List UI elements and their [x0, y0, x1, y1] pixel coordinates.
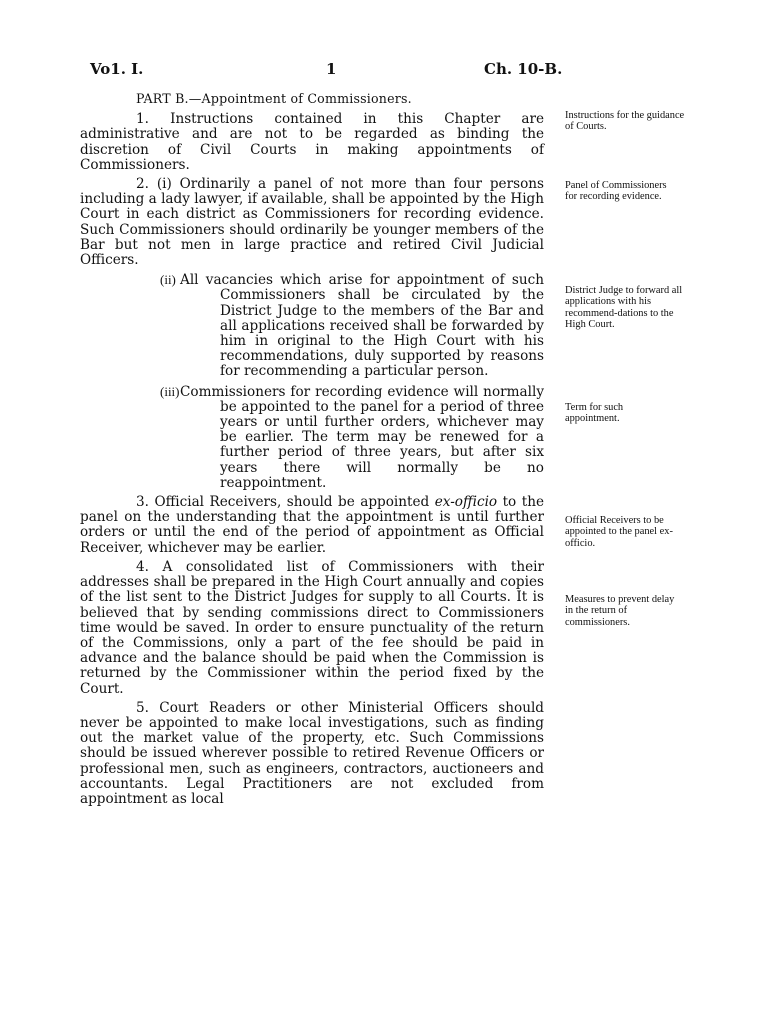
margin-note-measures: Measures to prevent delay in the return of commissioners. — [565, 594, 675, 628]
margin-note-district-judge: District Judge to forward all applications with his recommend-dations to the High Court. — [565, 285, 683, 331]
ex-officio-term: ex-officio — [434, 494, 498, 511]
part-title: PART B.—Appointment of Commissioners. — [136, 91, 412, 106]
clause-iii-text: Commissioners for recording evidence will normally be appointed to the panel for a period of three years or until further orders, whichever may be earlier. The term may be renewed for a further period of three years, but after six years there will normally be no reappointment. — [180, 383, 544, 491]
paragraph-1: 1. Instructions contained in this Chapter are administrative and are not to be regarded as binding the discretion of Civil Courts in making appointments of Commissioners. — [80, 111, 544, 173]
volume-label: Vo1. I. — [90, 60, 144, 78]
margin-note-official-receivers: Official Receivers to be appointed to the panel ex-officio. — [565, 515, 673, 549]
paragraph-3 — [80, 495, 544, 556]
margin-note-term: Term for such appointment. — [565, 402, 624, 425]
clause-ii-text: All vacancies which arise for appointment of such Commissioners shall be circulated by the District Judge to the members of the Bar and all applications received shall be forwarded by him in original to the High Court with his recommendations, duly supported by reasons for recommending a particular person. — [180, 272, 544, 380]
page-number: 1 — [326, 60, 337, 78]
page-header — [0, 60, 768, 84]
chapter-label: Ch. 10-B. — [484, 60, 563, 78]
margin-note-instructions: Instructions for the guidance of Courts. — [565, 110, 685, 133]
paragraph-5: 5. Court Readers or other Ministerial Officers should never be appointed to make local investigations, such as finding out the market value of the property, etc. Such Commissions should be issued wherever possible to retired Revenue Officers or professional men, such as engineers, contractors, auctioneers and accountants. Legal Practitioners are not excluded from appointment as local — [80, 699, 544, 807]
margin-note-panel: Panel of Commissioners for recording evidence. — [565, 180, 667, 203]
paragraph-2-ii: (ii) All vacancies which arise for appointment of such Commissioners shall be circulated by the District Judge to the members of the Bar and all applications received shall be forwarded by him in original to the High Court with his recommendations, duly supported by reasons for recommending a particular person. — [160, 272, 544, 380]
paragraph-2: 2. (i) Ordinarily a panel of not more than four persons including a lady lawyer, if available, shall be appointed by the High Court in each district as Commissioners for recording evidence. Such Commissioners should ordinarily be younger members of the Bar but not men in large practice and retired Civil Judicial Officers. — [80, 176, 544, 269]
main-text — [80, 91, 544, 811]
paragraph-3-text-b: to the panel on the understanding that the appointment is until further orders or until the end of the period of appointment as Official Receiver, whichever may be earlier. — [80, 494, 544, 556]
paragraph-4: 4. A consolidated list of Commissioners with their addresses shall be prepared in the High Court annually and copies of the list sent to the District Judges for supply to all Courts. It is believed that by sending commissions direct to Commissioners time would be saved. In order to ensure punctuality of the return of the Commissions, only a part of the fee should be paid in advance and the balance should be paid when the Commission is returned by the Commissioner within the period fixed by the Court. — [80, 558, 544, 697]
paragraph-3-text-a: 3. Official Receivers, should be appointed — [136, 494, 435, 511]
paragraph-2-iii: (iii)Commissioners for recording evidence will normally be appointed to the panel for a period of three years or until further orders, whichever may be earlier. The term may be renewed for a further period of three years, but after six years there will normally be no reappointment. — [160, 383, 544, 491]
